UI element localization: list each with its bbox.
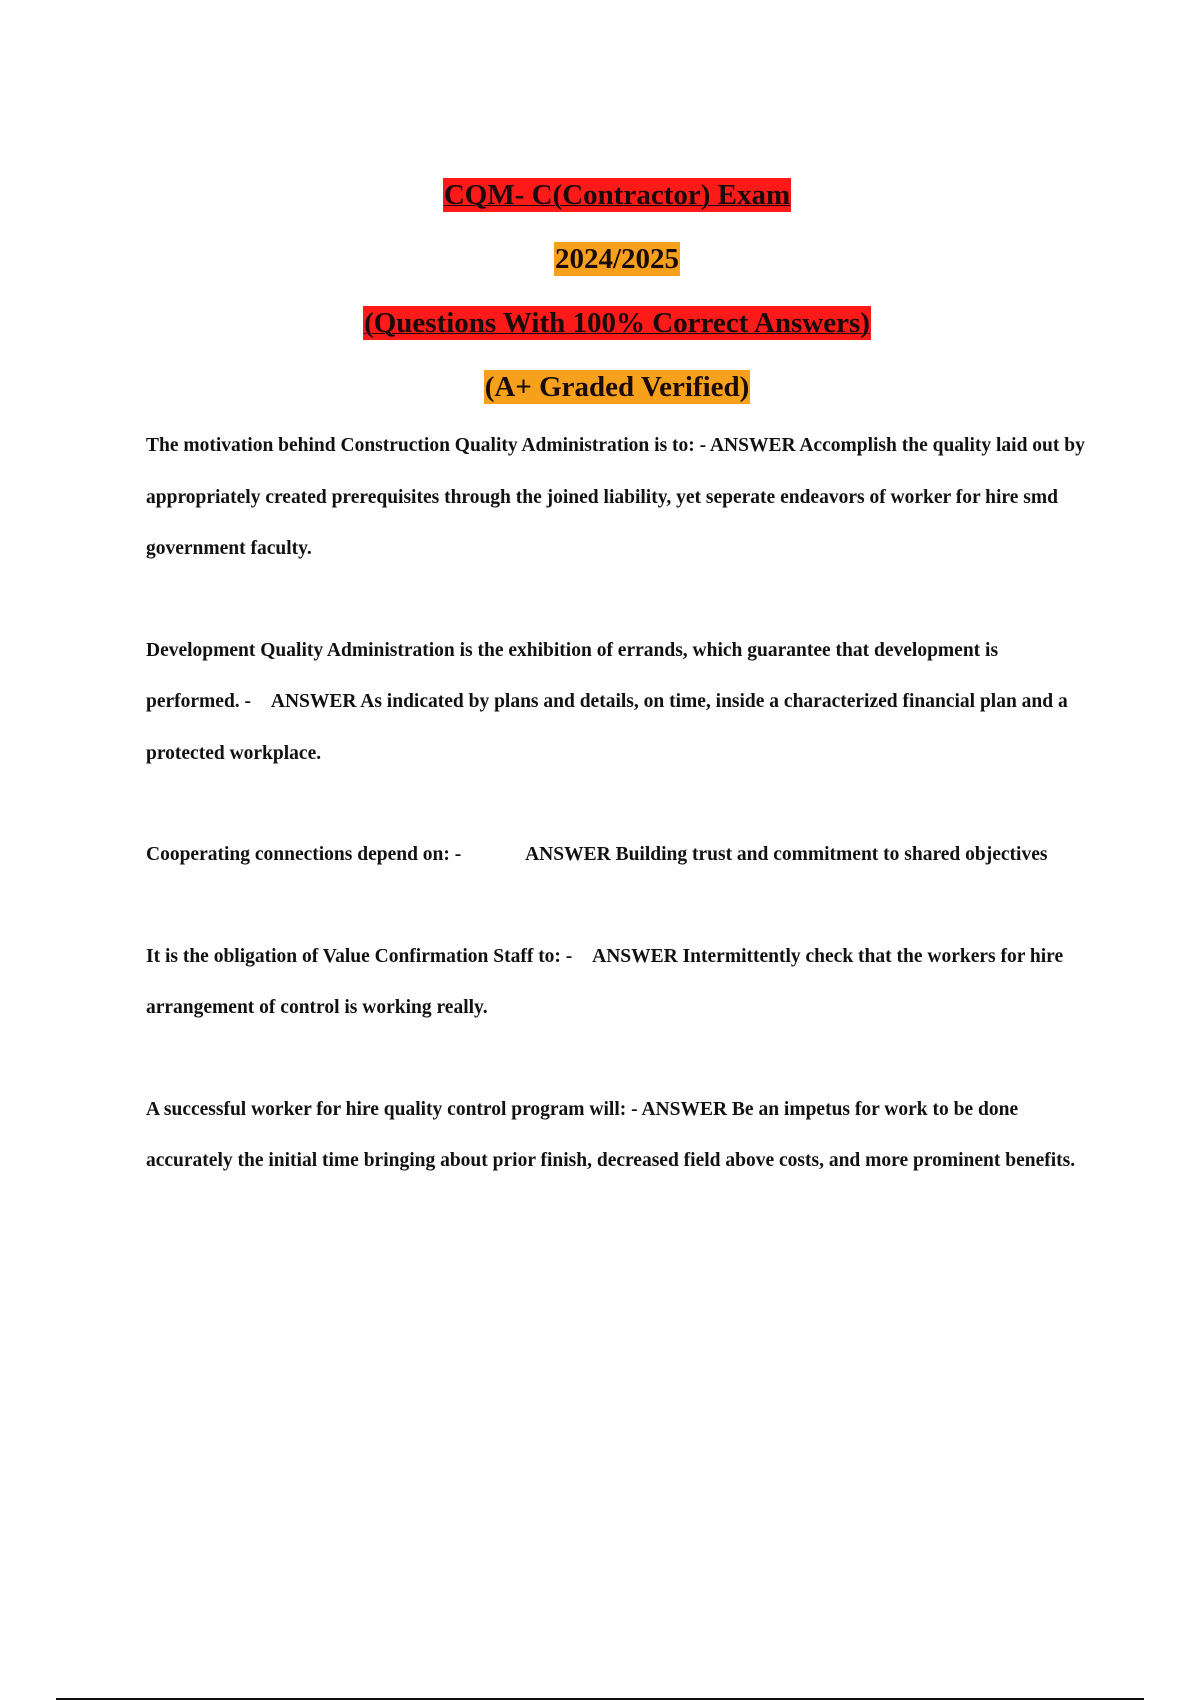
exam-title: CQM- C(Contractor) Exam xyxy=(443,179,791,211)
answer-text: ANSWER As indicated by plans and details, on time, inside a characterized financial plan and a protected workplace. xyxy=(146,691,1068,764)
question-text: Cooperating connections depend on: - xyxy=(146,844,462,865)
qa-item xyxy=(146,1084,1086,1187)
qa-list xyxy=(146,420,1086,1237)
title-line-3 xyxy=(0,296,1200,360)
exam-subtitle: (Questions With 100% Correct Answers) xyxy=(364,307,870,339)
question-text: The motivation behind Construction Quality Administration is to: - xyxy=(146,435,707,456)
qa-item xyxy=(146,625,1086,780)
answer-text: ANSWER Intermittently check that the workers for hire arrangement of control is working really. xyxy=(146,945,1064,1018)
title-block xyxy=(0,168,1200,424)
question-text: A successful worker for hire quality control program will: - xyxy=(146,1098,638,1120)
title-line-1 xyxy=(0,168,1200,232)
question-text: Development Quality Administration is the exhibition of errands, which guarantee that development is performed. - xyxy=(146,639,999,712)
answer-text: ANSWER Building trust and commitment to shared objectives xyxy=(525,844,1048,865)
qa-item xyxy=(146,829,1086,881)
question-text: It is the obligation of Value Confirmation Staff to: - xyxy=(146,945,573,967)
exam-year: 2024/2025 xyxy=(554,243,680,275)
answer-text: ANSWER Be an impetus for work to be done accurately the initial time bringing about prior finish, decreased field above costs, and more prominent benefits. xyxy=(146,1098,1076,1171)
qa-item xyxy=(146,931,1086,1034)
answer-text: ANSWER Accomplish the quality laid out by appropriately created prerequisites through the joined liability, yet seperate endeavors of worker for hire smd government faculty. xyxy=(146,435,1085,559)
title-line-4 xyxy=(0,360,1200,424)
qa-item xyxy=(146,420,1086,575)
exam-grade: (A+ Graded Verified) xyxy=(484,371,750,403)
title-line-2 xyxy=(0,232,1200,296)
